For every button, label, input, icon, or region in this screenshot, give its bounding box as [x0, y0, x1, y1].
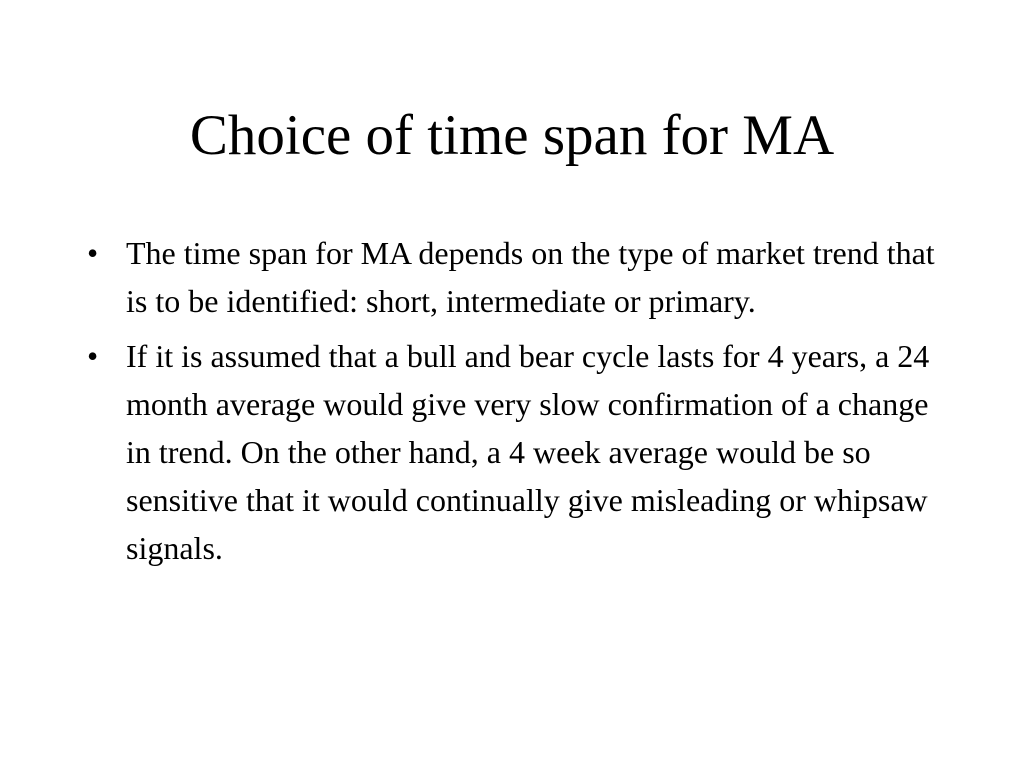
bullet-list: [87, 229, 947, 579]
bullet-marker: •: [87, 338, 99, 374]
bullet-item: [87, 229, 947, 325]
slide-title: Choice of time span for MA: [189, 104, 835, 167]
bullet-marker: •: [87, 235, 99, 271]
bullet-text: If it is assumed that a bull and bear cycle lasts for 4 years, a 24 month average would give very slow confirmation of a change in trend. On the other hand, a 4 week average would be so sensitive that it would continually give misleading or whipsaw signals.: [126, 338, 930, 566]
bullet-text: The time span for MA depends on the type of market trend that is to be identified: short, intermediate or primary.: [126, 235, 935, 319]
bullet-item: [87, 332, 947, 572]
